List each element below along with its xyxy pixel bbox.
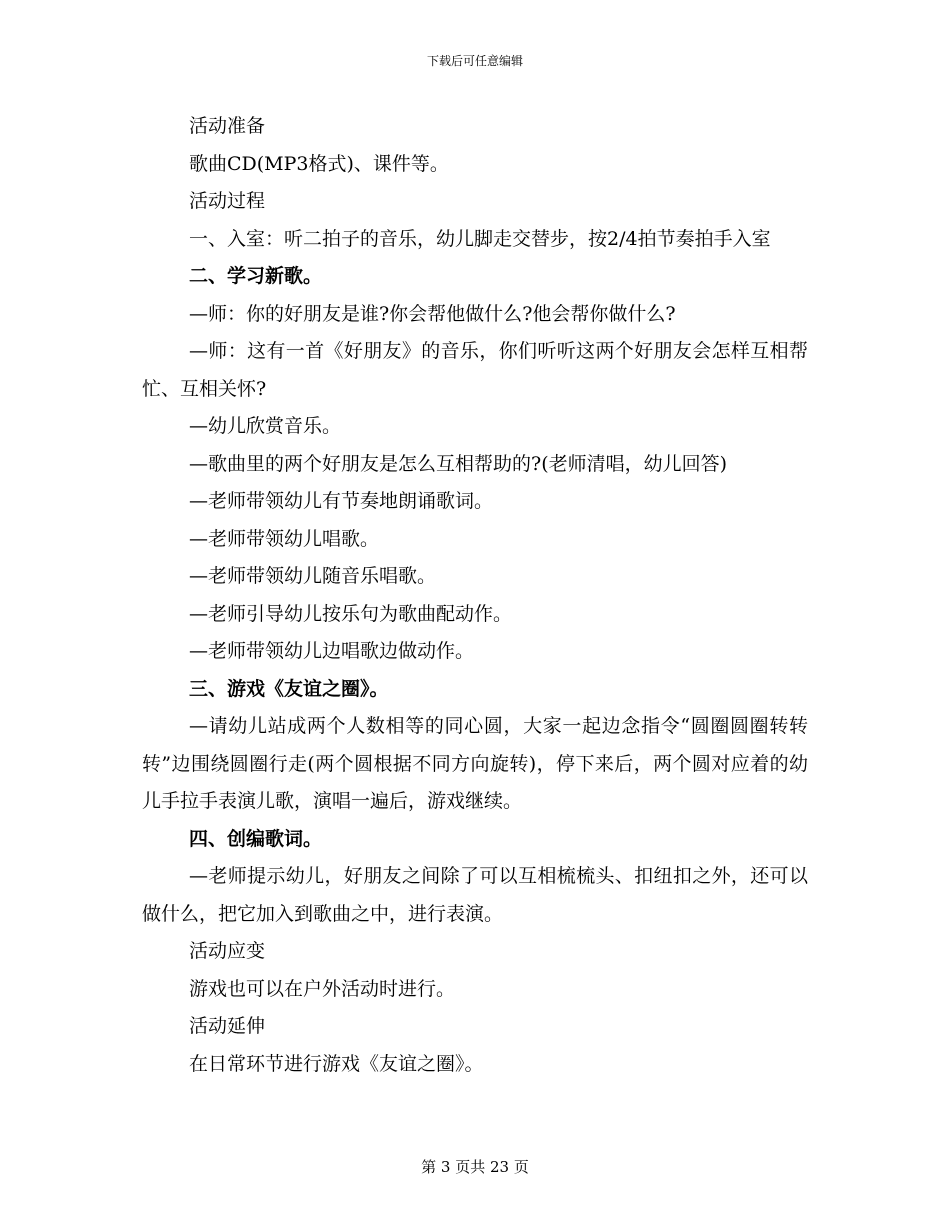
section-heading: 四、创编歌词。 bbox=[189, 827, 323, 850]
page-number: 第 3 页共 23 页 bbox=[421, 1158, 529, 1176]
paragraph: —歌曲里的两个好朋友是怎么互相帮助的?(老师清唱，幼儿回答) bbox=[189, 452, 728, 475]
paragraph: 游戏也可以在户外活动时进行。 bbox=[189, 977, 456, 1000]
paragraph: 一、入室：听二拍子的音乐，幼儿脚走交替步，按2/4拍节奏拍手入室 bbox=[189, 227, 771, 250]
paragraph: —老师引导幼儿按乐句为歌曲配动作。 bbox=[189, 602, 513, 625]
paragraph: 活动准备 bbox=[189, 115, 266, 137]
section-heading: 三、游戏《友谊之圈》。 bbox=[189, 677, 389, 700]
paragraph: 活动延伸 bbox=[189, 1015, 266, 1037]
paragraph: —老师带领幼儿边唱歌边做动作。 bbox=[189, 640, 475, 662]
document-body bbox=[142, 108, 808, 1083]
paragraph: —请幼儿站成两个人数相等的同心圆，大家一起边念指令“圆圈圆圈转转转”边围绕圆圈行走(两个圆根据不同方向旋转)，停下来后，两个圆对应着的幼儿手拉手表演儿歌，演唱一遍后，游戏继续。 bbox=[142, 715, 808, 812]
paragraph: —师：这有一首《好朋友》的音乐，你们听听这两个好朋友会怎样互相帮忙、互相关怀? bbox=[142, 340, 808, 400]
paragraph: 在日常环节进行游戏《友谊之圈》。 bbox=[189, 1052, 484, 1075]
paragraph: —老师带领幼儿随音乐唱歌。 bbox=[189, 565, 437, 587]
paragraph: —老师带领幼儿唱歌。 bbox=[189, 527, 380, 550]
paragraph: —老师提示幼儿，好朋友之间除了可以互相梳梳头、扣纽扣之外，还可以做什么，把它加入到歌曲之中，进行表演。 bbox=[142, 865, 808, 925]
paragraph: 歌曲CD(MP3格式)、课件等。 bbox=[189, 152, 449, 175]
paragraph: —幼儿欣赏音乐。 bbox=[189, 415, 342, 437]
paragraph: —老师带领幼儿有节奏地朗诵歌词。 bbox=[189, 490, 494, 512]
page-header: 下载后可任意编辑 bbox=[426, 54, 523, 68]
paragraph: —师：你的好朋友是谁?你会帮他做什么?他会帮你做什么? bbox=[189, 302, 676, 325]
paragraph: 活动应变 bbox=[189, 940, 266, 962]
section-heading: 二、学习新歌。 bbox=[189, 265, 323, 287]
paragraph: 活动过程 bbox=[189, 190, 266, 212]
